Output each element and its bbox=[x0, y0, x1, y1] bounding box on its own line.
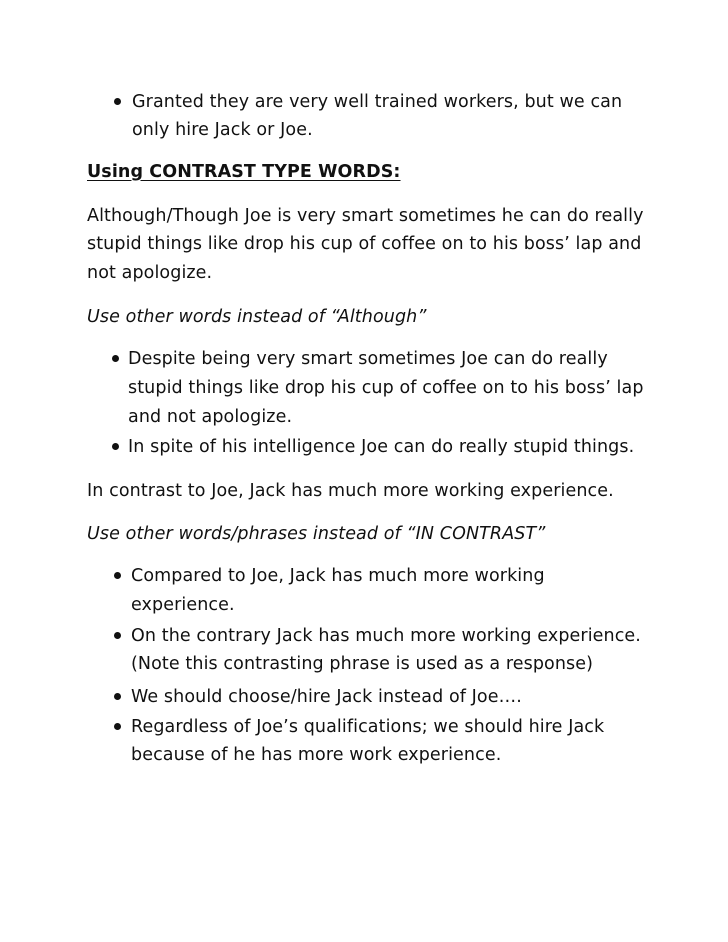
list-item-line: Despite being very smart sometimes Joe can do really bbox=[128, 349, 608, 369]
bullet-icon bbox=[112, 443, 119, 450]
bullet-icon bbox=[114, 572, 121, 579]
subheading: Use other words/phrases instead of “IN CONTRAST” bbox=[87, 524, 546, 544]
list-item-line: In spite of his intelligence Joe can do really stupid things. bbox=[128, 437, 635, 457]
list-item-line: Compared to Joe, Jack has much more working bbox=[131, 566, 545, 586]
bullet-text-line: only hire Jack or Joe. bbox=[132, 120, 313, 140]
list-item-line: and not apologize. bbox=[128, 407, 293, 427]
paragraph-line: stupid things like drop his cup of coffee on to his boss’ lap and bbox=[87, 234, 642, 254]
list-item-line: On the contrary Jack has much more working experience. bbox=[131, 626, 641, 646]
paragraph-line: Although/Though Joe is very smart sometimes he can do really bbox=[87, 206, 644, 226]
subheading: Use other words instead of “Although” bbox=[87, 307, 427, 327]
bullet-icon bbox=[114, 723, 121, 730]
bullet-text-line: Granted they are very well trained workers, but we can bbox=[132, 92, 623, 112]
list-item-line: stupid things like drop his cup of coffee on to his boss’ lap bbox=[128, 378, 644, 398]
list-item-line: because of he has more work experience. bbox=[131, 745, 502, 765]
list-item-line: We should choose/hire Jack instead of Joe…. bbox=[131, 687, 522, 707]
bullet-icon bbox=[114, 98, 121, 105]
bullet-icon bbox=[112, 355, 119, 362]
list-item-line: Regardless of Joe’s qualifications; we should hire Jack bbox=[131, 717, 605, 737]
bullet-icon bbox=[114, 632, 121, 639]
paragraph-line: In contrast to Joe, Jack has much more working experience. bbox=[87, 481, 614, 501]
section-heading: Using CONTRAST TYPE WORDS: bbox=[87, 162, 401, 182]
list-item-line: (Note this contrasting phrase is used as a response) bbox=[131, 654, 594, 674]
bullet-icon bbox=[114, 693, 121, 700]
list-item-line: experience. bbox=[131, 595, 235, 615]
paragraph-line: not apologize. bbox=[87, 263, 213, 283]
